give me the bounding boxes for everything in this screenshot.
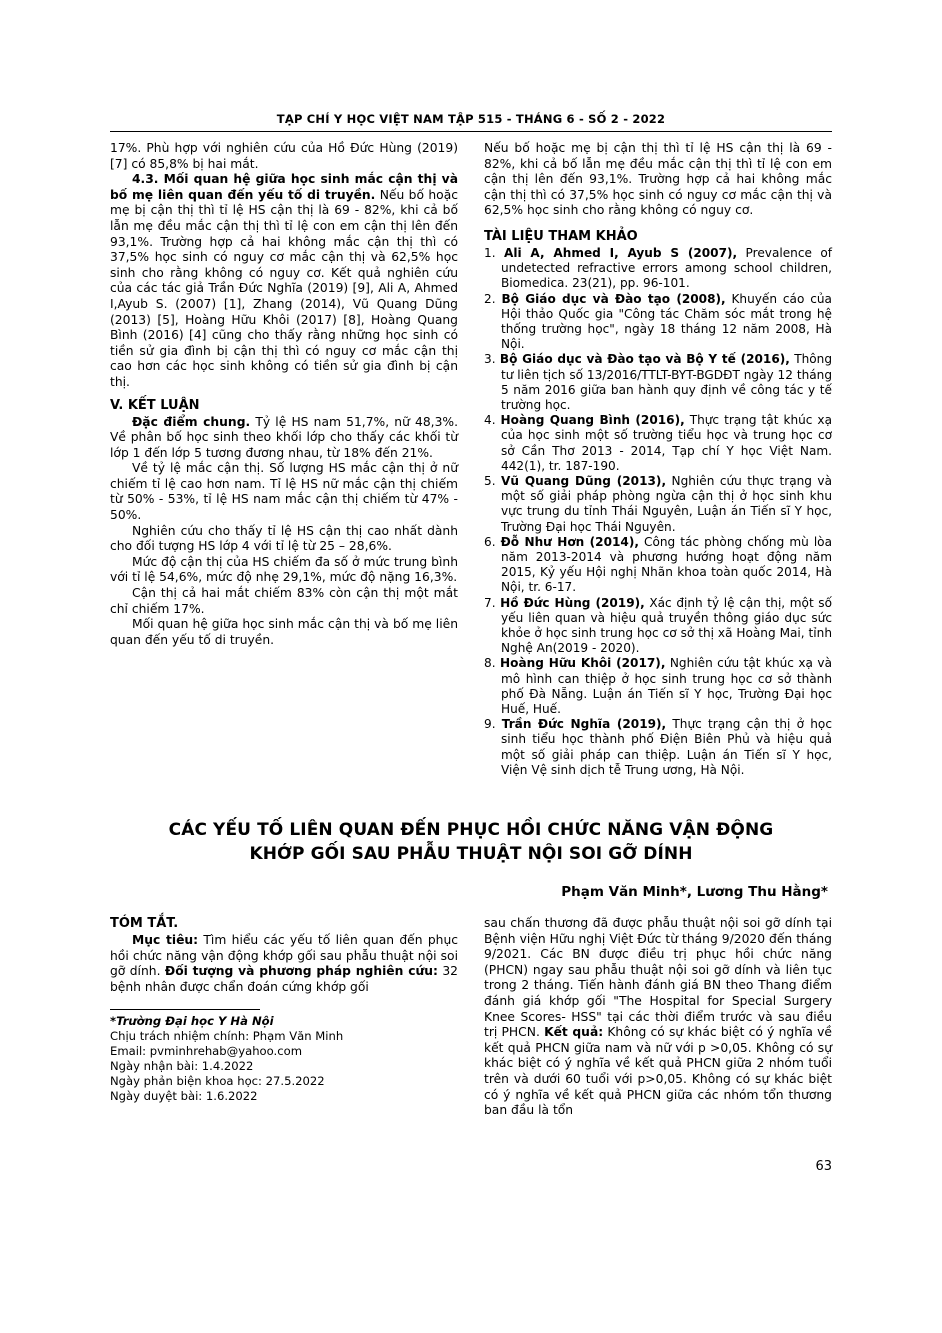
reference-author: Trần Đức Nghĩa (2019), [501,717,667,732]
paragraph-text: Nếu bố hoặc mẹ bị cận thị thì tỉ lệ HS cận thị là 69 - 82%, khi cả bố lẫn mẹ đều mắc cận thị thì tỉ lệ con em cận thị lên đến 93,1%. Trường hợp cả hai không mắc cận thị thì có 37,5% học sinh có nguy cơ mắc cận thị và 62,5% học sinh cho rằng không có nguy cơ. Kết quả nghiên cứu của các tác giả Trần Đức Nghĩa (2019) [9], Ali A, Ahmed I,Ayub S. (2007) [1], Zhang (2014), Vũ Quang Dũng (2013) [5], Hoàng Hữu Khôi (2017) [8], Hoàng Quang Bình (2016) [4] cũng cho thấy rằng những học sinh có tiền sử gia đình bị cận thị thì có nguy cơ mắc cận thị cao hơn các học sinh không có tiền sử gia đình bị cận thị. [110,187,458,389]
abstract-heading-text: TÓM TẮT [110,916,174,932]
abstract-heading-suffix: . [173,916,179,932]
paragraph: Nghiên cứu cho thấy tỉ lệ HS cận thị cao nhất dành cho đối tượng HS lớp 4 với tỉ lệ từ 25 – 28,6%. [110,523,458,554]
reference-text: Nghiên cứu tật khúc xạ và mô hình can thiệp ở học sinh trung học cơ sở thành phố Đà Nẵng. Luận án Tiến sĩ Y học, Trường Đại học Huế, Huế. [501,656,832,717]
paragraph: Nếu bố hoặc mẹ bị cận thị thì tỉ lệ HS cận thị là 69 - 82%, khi cả bố lẫn mẹ đều mắc cận thị thì tỉ lệ con em cận thị lên đến 93,1%. Trường hợp cả hai không mắc cận thị thì có 37,5% học sinh có nguy cơ mắc cận thị và 62,5% học sinh cho rằng không có nguy cơ. [484,141,832,218]
reference-text: Xác định tỷ lệ cận thị, một số yếu liên quan và hiệu quả truyền thông giáo dục sức khỏe ở học sinh trung học cơ sở thị xã Hoàng Mai, tỉnh Nghệ An(2019 - 2020). [501,595,832,656]
reference-author: Vũ Quang Dũng (2013), [501,474,667,489]
list-item [484,656,832,717]
reference-number: 2. [484,291,496,306]
footnote-line: Ngày phản biện khoa học: 27.5.2022 [110,1074,325,1089]
article-2-right-column [484,916,832,1119]
paragraph-text: Tỷ lệ HS nam 51,7%, nữ 48,3%. Về phân bố học sinh theo khối lớp cho thấy các khối từ lớp 1 đến lớp 5 tương đương nhau, từ 18% đến 21%. [110,414,458,460]
reference-author: Hồ Đức Hùng (2019), [500,595,645,610]
abstract-text: 32 bệnh nhân được chẩn đoán cứng khớp gối [110,964,458,994]
page-number: 63 [815,1159,832,1174]
footnote-line: Ngày duyệt bài: 1.6.2022 [110,1089,258,1104]
subsection-heading: 4.3. Mối quan hệ giữa học sinh mắc cận thị và bố mẹ liên quan đến yếu tố di truyền. [110,172,458,202]
list-item [484,246,832,292]
paragraph-section-4-3 [110,172,458,390]
paragraph: Mức độ cận thị của HS chiếm đa số ở mức trung bình với tỉ lệ 54,6%, mức độ nhẹ 29,1%, mức độ nặng 16,3%. [110,554,458,585]
reference-text: Công tác phòng chống mù lòa năm 2013-2014 và phương hướng hoạt động năm 2015, Kỷ yếu Hội nghị Nhãn khoa toàn quốc 2014, Hà Nội, tr. 6-17. [501,534,832,595]
footnote-block [110,1014,458,1104]
abstract-text: Tìm hiểu các yếu tố liên quan đến phục hồi chức năng vận động khớp gối sau phẫu thuật nội soi gỡ dính. [110,933,458,979]
page-content [110,112,832,1119]
abstract-label-objective: Mục tiêu: [132,933,199,948]
abstract-label-methods: Đối tượng và phương pháp nghiên cứu: [164,964,438,979]
reference-text: Khuyến cáo của Hội thảo Quốc gia "Công tác Chăm sóc mắt trong hệ thống trường học", ngày 18 tháng 12 năm 2008, Hà Nội. [501,291,832,352]
reference-text: Thông tư liên tịch số 13/2016/TTLT-BYT-BGDĐT ngày 12 tháng 5 năm 2016 giữa ban hành quy định về công tác y tế trường học. [501,352,832,412]
reference-author: Hoàng Hữu Khôi (2017), [500,656,666,671]
reference-text: Prevalence of undetected refractive errors among school children, Biomedica. 23(21), pp. 96-101. [501,245,832,291]
article-title-line-1: CÁC YẾU TỐ LIÊN QUAN ĐẾN PHỤC HỒI CHỨC NĂNG VẬN ĐỘNG [168,820,774,841]
list-item [484,717,832,778]
abstract-label-results: Kết quả: [544,1025,604,1040]
reference-list [484,246,832,778]
lead-in-bold: Đặc điểm chung. [132,414,251,429]
reference-number: 3. [484,352,496,367]
reference-author: Hoàng Quang Bình (2016), [500,413,685,428]
reference-number: 1. [484,245,496,260]
abstract-text: sau chấn thương đã được phẫu thuật nội soi gỡ dính tại Bệnh viện Hữu nghị Việt Đức từ tháng 9/2020 đến tháng 9/2021. Các BN được điều trị phục hồi chức năng (PHCN) ngay sau phẫu thuật nội soi gỡ dính và liên tục trong 2 tháng. Tiến hành đánh giá BN theo Thang điểm đánh giá khớp gối "The Hospital for Special Surgery Knee Scores- HSS" tại các thời điểm trước và sau điều trị PHCN. [484,916,832,1040]
reference-number: 5. [484,474,496,489]
reference-number: 4. [484,413,496,428]
footnote-line: Ngày nhận bài: 1.4.2022 [110,1059,254,1074]
article-1-right-column [484,141,832,778]
paragraph: 17%. Phù hợp với nghiên cứu của Hồ Đức Hùng (2019) [7] có 85,8% bị hai mắt. [110,141,458,171]
section-heading-ket-luan: V. KẾT LUẬN [110,397,200,413]
list-item [484,413,832,474]
article-1-columns [110,141,832,778]
list-item [484,474,832,535]
list-item [484,535,832,596]
list-item [484,352,832,413]
reference-text: Thực trạng tật khúc xạ của học sinh một số trường tiểu học và trung học cơ sở Cần Thơ 2013 - 2014, Tạp chí Y học Việt Nam. 442(1), tr. 187-190. [501,413,832,473]
reference-number: 6. [484,534,496,549]
paragraph: Về tỷ lệ mắc cận thị. Số lượng HS mắc cận thị ở nữ chiếm tỉ lệ cao hơn nam. Tỉ lệ HS nữ mắc cận thị chiếm từ 50% - 53%, tỉ lệ HS nam mắc cận thị chiếm từ 47% - 50%. [110,461,458,523]
abstract-paragraph-left [110,933,458,995]
reference-author: Ali A, Ahmed I, Ayub S (2007), [503,245,738,260]
article-title-line-2: KHỚP GỐI SAU PHẪU THUẬT NỘI SOI GỠ DÍNH [249,844,693,865]
reference-text: Nghiên cứu thực trạng và một số giải pháp phòng ngừa cận thị ở học sinh khu vực trung du tỉnh Thái Nguyên, Luận án Tiến sĩ Y học, Trường Đại học Thái Nguyên. [501,474,832,534]
article-2-left-column [110,916,458,1104]
list-item [484,292,832,353]
abstract-paragraph-right [484,916,832,1119]
article-2-authors: Phạm Văn Minh*, Lương Thu Hằng* [561,884,828,901]
abstract-heading [110,916,458,931]
reference-author: Bộ Giáo dục và Đào tạo (2008), [501,291,726,306]
section-heading-references: TÀI LIỆU THAM KHẢO [484,228,638,244]
reference-text: Thực trạng cận thị ở học sinh tiểu học thành phố Điện Biên Phủ và hiệu quả một số giải pháp can thiệp. Luận án Tiến sĩ Y học, Viện Vệ sinh dịch tễ Trung ương, Hà Nội. [501,717,832,777]
article-2-title [110,818,832,866]
footnote-affiliation: *Trường Đại học Y Hà Nội [110,1014,274,1029]
abstract-text: Không có sự khác biệt có ý nghĩa về kết quả PHCN giữa nam và nữ với p >0,05. Không có sự khác biệt có ý nghĩa về kết quả PHCN giữa 2 nhóm tuổi trên và dưới 60 tuổi với p>0,05. Không có sự khác biệt có ý nghĩa về kết quả PHCN giữa các nhóm tổn thương ban đầu là tổn [484,1025,832,1118]
reference-number: 9. [484,717,496,732]
footnote-line-email: Email: pvminhrehab@yahoo.com [110,1044,302,1059]
header-rule [110,131,832,132]
reference-author: Bộ Giáo dục và Đào tạo và Bộ Y tế (2016), [499,352,790,367]
paragraph-dac-diem-chung [110,415,458,462]
list-item [484,596,832,657]
running-header: TẠP CHÍ Y HỌC VIỆT NAM TẬP 515 - THÁNG 6 - SỐ 2 - 2022 [276,112,666,126]
footnote-line: Chịu trách nhiệm chính: Phạm Văn Minh [110,1029,344,1044]
reference-number: 7. [484,595,496,610]
reference-number: 8. [484,656,496,671]
reference-author: Đỗ Như Hơn (2014), [500,534,639,549]
paragraph: Cận thị cả hai mắt chiếm 83% còn cận thị một mắt chỉ chiếm 17%. [110,586,458,616]
article-1-left-column [110,141,458,648]
footnote-divider [110,1009,260,1010]
paragraph: Mối quan hệ giữa học sinh mắc cận thị và bố mẹ liên quan đến yếu tố di truyền. [110,617,458,647]
article-2-columns [110,916,832,1119]
